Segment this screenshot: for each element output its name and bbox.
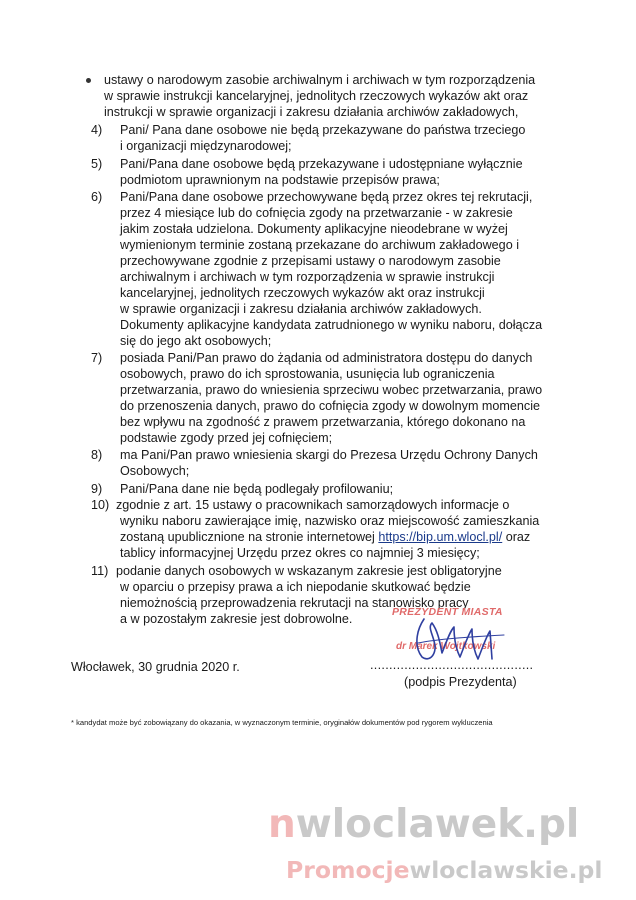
- item-6-line-2: przez 4 miesiące lub do cofnięcia zgody na przetwarzanie - w zakresie: [120, 206, 513, 220]
- intro-line-2: w sprawie instrukcji kancelaryjnej, jednolitych rzeczowych wykazów akt oraz: [104, 89, 529, 103]
- item-6-line-6: archiwalnym i archiwach w tym rozporządzenia w sprawie instrukcji: [120, 270, 495, 284]
- signature-caption: (podpis Prezydenta): [404, 675, 517, 689]
- item-9-line-1: Pani/Pana dane nie będą podlegały profilowaniu;: [120, 482, 394, 496]
- item-number: 8): [91, 448, 103, 462]
- item-11-line-4: a w pozostałym zakresie jest dobrowolne.: [120, 612, 353, 626]
- item-4-line-1: Pani/ Pana dane osobowe nie będą przekazywane do państwa trzeciego: [120, 123, 526, 137]
- item-11-line-3: niemożnością przeprowadzenia rekrutacji na stanowisko pracy: [120, 596, 469, 610]
- item-7-line-6: podstawie zgody przed jej cofnięciem;: [120, 431, 333, 445]
- item-7-line-3: przetwarzania, prawo do wniesienia sprzeciwu wobec przetwarzania, prawo: [120, 383, 543, 397]
- item-6-line-3: jakim została udzielona. Dokumenty aplikacyjne nieodebrane w wyżej: [120, 222, 508, 236]
- item-7-line-1: posiada Pani/Pan prawo do żądania od administratora dostępu do danych: [120, 351, 533, 365]
- bullet-icon: [86, 78, 91, 83]
- bip-link[interactable]: https://bip.um.wlocl.pl/: [378, 530, 503, 544]
- item-5-line-2: podmiotom uprawnionym na podstawie przepisów prawa;: [120, 173, 440, 187]
- item-11-line-1: podanie danych osobowych w wskazanym zakresie jest obligatoryjne: [116, 564, 502, 578]
- item-number: 9): [91, 482, 103, 496]
- watermark-accent: Promocje: [286, 856, 410, 884]
- item-6-line-1: Pani/Pana dane osobowe przechowywane będą przez okres tej rekrutacji,: [120, 190, 533, 204]
- watermark-accent: n: [268, 802, 296, 847]
- item-6-line-9: Dokumenty aplikacyjne kandydata zatrudnionego w wyniku naboru, dołącza: [120, 318, 543, 332]
- item-number: 7): [91, 351, 103, 365]
- intro-line-1: ustawy o narodowym zasobie archiwalnym i archiwach w tym rozporządzenia: [104, 73, 536, 87]
- watermark-text: wloclawek.pl: [295, 802, 580, 847]
- item-8-line-2: Osobowych;: [120, 464, 190, 478]
- stamp-name: dr Marek Wojtkowski: [396, 641, 496, 652]
- item-6-line-8: w sprawie organizacji i zakresu działania archiwów zakładowych.: [120, 302, 482, 316]
- item-6-line-4: wymienionym terminie zostaną przekazane do archiwum zakładowego i: [120, 238, 519, 252]
- item-10-line-1: zgodnie z art. 15 ustawy o pracownikach samorządowych informacje o: [116, 498, 510, 512]
- item-6-line-10: się do jego akt osobowych;: [120, 334, 272, 348]
- item-7-line-2: osobowych, prawo do ich sprostowania, usunięcia lub ograniczenia: [120, 367, 495, 381]
- item-6-line-5: przechowywane zgodnie z przepisami ustawy o narodowym zasobie: [120, 254, 501, 268]
- footnote: * kandydat może być zobowiązany do okazania, w wyznaczonym terminie, oryginałów dokumentów pod rygorem wykluczenia: [71, 718, 493, 727]
- item-7-line-4: do przenoszenia danych, prawo do cofnięcia zgody w dowolnym momencie: [120, 399, 541, 413]
- item-10-line-4: tablicy informacyjnej Urzędu przez okres co najmniej 3 miesięcy;: [120, 546, 480, 560]
- item-10-line-3: [120, 529, 530, 545]
- item-5-line-1: Pani/Pana dane osobowe będą przekazywane i udostępniane wyłącznie: [120, 157, 523, 171]
- item-number: 10): [91, 498, 110, 512]
- item-8-line-1: ma Pani/Pan prawo wniesienia skargi do Prezesa Urzędu Ochrony Danych: [120, 448, 538, 462]
- item-number: 11): [91, 564, 109, 578]
- signature-line: ...........................................: [370, 658, 534, 672]
- item-number: 5): [91, 157, 103, 171]
- watermark-line-1: [268, 803, 579, 847]
- item-10-line-3-tail: oraz: [505, 530, 531, 544]
- item-10-line-2: wyniku naboru zawierające imię, nazwisko oraz miejscowość zamieszkania: [120, 514, 540, 528]
- item-11-line-2: w oparciu o przepisy prawa a ich niepodanie skutkować będzie: [120, 580, 471, 594]
- watermark-line-2: [286, 856, 602, 884]
- item-4-line-2: i organizacji międzynarodowej;: [120, 139, 292, 153]
- stamp-title: PREZYDENT MIASTA: [392, 606, 503, 618]
- item-number: 4): [91, 123, 103, 137]
- item-6-line-7: kancelaryjnej, jednolitych rzeczowych wykazów akt oraz instrukcji: [120, 286, 485, 300]
- place-date: Włocławek, 30 grudnia 2020 r.: [71, 660, 240, 674]
- intro-line-3: instrukcji w sprawie organizacji i zakresu działania archiwów zakładowych,: [104, 105, 519, 119]
- item-7-line-5: bez wpływu na zgodność z prawem przetwarzania, którego dokonano na: [120, 415, 526, 429]
- item-10-line-3-text: zostaną upublicznione na stronie internetowej: [120, 530, 375, 544]
- item-number: 6): [91, 190, 103, 204]
- watermark-text: wloclawskie.pl: [409, 856, 603, 884]
